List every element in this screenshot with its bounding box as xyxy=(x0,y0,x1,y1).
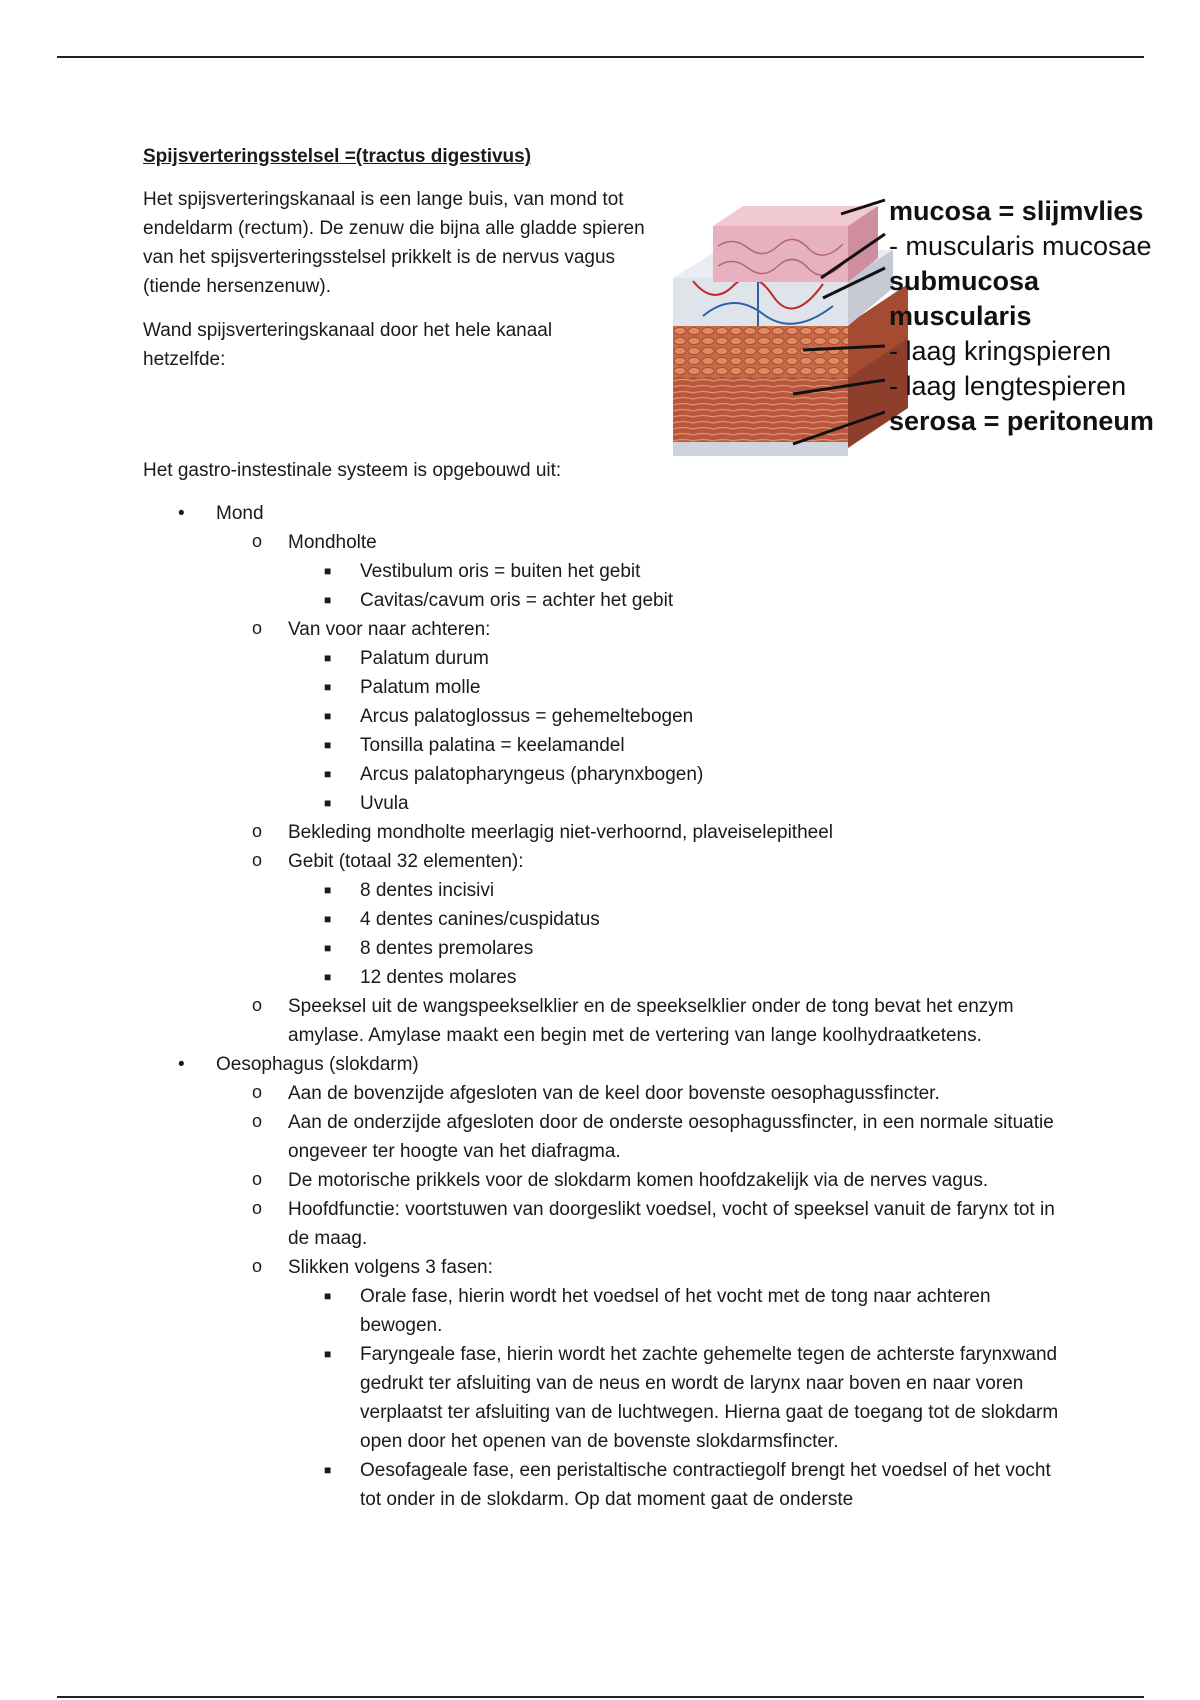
circle-bullet-icon: o xyxy=(252,995,263,1015)
circle-bullet-icon: o xyxy=(252,618,263,638)
circle-bullet-icon: o xyxy=(252,1082,263,1102)
header-rule xyxy=(57,56,1144,58)
list-item: ■ Cavitas/cavum oris = achter het gebit xyxy=(288,586,1083,615)
list-item: ■ 8 dentes incisivi xyxy=(288,876,1083,905)
bullet-icon: • xyxy=(178,503,185,524)
label-muscularis: muscularis xyxy=(889,301,1032,331)
label-mucosa: mucosa = slijmvlies xyxy=(889,196,1144,226)
system-paragraph: Het gastro-instestinale systeem is opgebouwd uit: xyxy=(143,460,562,481)
list-item: o De motorische prikkels voor de slokdarm komen hoofdzakelijk via de nerves vagus. xyxy=(216,1166,1083,1195)
circle-bullet-icon: o xyxy=(252,531,263,551)
square-bullet-icon: ■ xyxy=(324,1347,332,1361)
square-bullet-icon: ■ xyxy=(324,593,332,607)
square-bullet-icon: ■ xyxy=(324,796,332,810)
label-serosa: serosa = peritoneum xyxy=(889,406,1154,436)
square-bullet-icon: ■ xyxy=(324,651,332,665)
list-item: ■ Palatum molle xyxy=(288,673,1083,702)
outline-list xyxy=(143,499,1083,1514)
list-item-oesophagus: • Oesophagus (slokdarm) o Aan de bovenzijde afgesloten van de keel door bovenste oesophagussfincter. o Aan de onderzijde afgesloten door de onderste oesophagussfincter, in een normale situatie ongeveer ter hoogte van het diafragma. o De motorische prikkels voor de slokdarm komen hoofdzakelijk via de nerves vagus. o Hoofdfunctie: voortstuwen van doorgeslikt voedsel, vocht of speeksel vanuit de farynx tot in de maag. o Slikken volgens 3 fasen: ■ Orale fase, hierin wordt het voedsel of het vocht met de tong naar achteren bewogen. ■ Faryngeale fase, hierin wordt het zachte gehemelte tegen de achterste farynxwand gedrukt ter afsluiting van de neus en wordt de larynx naar boven en naar voren verplaatst ter afsluiting van de luchtwegen. Hierna gaat de toegang tot de slokdarm open door het openen van de bovenste slokdarmsfincter. ■ Oesofageale fase, een peristaltische contractiegolf brengt het voedsel of het vocht tot onder in de slokdarm. Op dat moment gaat de onderste xyxy=(143,1050,1083,1514)
intro-paragraph: Het spijsverteringskanaal is een lange buis, van mond tot endeldarm (rectum). De zenuw die bijna alle gladde spieren van het spijsverteringsstelsel prikkelt is de nervus vagus (tiende hersenzenuw). xyxy=(143,189,645,297)
list-item: ■ Faryngeale fase, hierin wordt het zachte gehemelte tegen de achterste farynxwand gedrukt ter afsluiting van de neus en wordt de larynx naar boven en naar voren verplaatst ter afsluiting van de luchtwegen. Hierna gaat de toegang tot de slokdarm open door het openen van de bovenste slokdarmsfincter. xyxy=(288,1340,1083,1456)
bullet-icon: • xyxy=(178,1054,185,1075)
page-title: Spijsverteringsstelsel =(tractus digestivus) xyxy=(143,146,532,167)
square-bullet-icon: ■ xyxy=(324,738,332,752)
square-bullet-icon: ■ xyxy=(324,680,332,694)
list-item: o Hoofdfunctie: voortstuwen van doorgeslikt voedsel, vocht of speeksel vanuit de farynx tot in de maag. xyxy=(216,1195,1083,1253)
list-item: ■ Vestibulum oris = buiten het gebit xyxy=(288,557,1083,586)
document-body xyxy=(143,142,1083,1514)
list-item: o Bekleding mondholte meerlagig niet-verhoornd, plaveiselepitheel xyxy=(216,818,1083,847)
list-item: ■ 12 dentes molares xyxy=(288,963,1083,992)
list-item: o Gebit (totaal 32 elementen): ■ 8 dentes incisivi ■ 4 dentes canines/cuspidatus ■ 8 dentes premolares ■ 12 dentes molares xyxy=(216,847,1083,992)
square-bullet-icon: ■ xyxy=(324,970,332,984)
list-item: ■ Arcus palatoglossus = gehemeltebogen xyxy=(288,702,1083,731)
list-item: o Mondholte ■ Vestibulum oris = buiten het gebit ■ Cavitas/cavum oris = achter het gebit xyxy=(216,528,1083,615)
list-item: ■ Uvula xyxy=(288,789,1083,818)
square-bullet-icon: ■ xyxy=(324,883,332,897)
list-item: ■ Oesofageale fase, een peristaltische contractiegolf brengt het voedsel of het vocht tot onder in de slokdarm. Op dat moment gaat de onderste xyxy=(288,1456,1083,1514)
square-bullet-icon: ■ xyxy=(324,912,332,926)
list-item: ■ 8 dentes premolares xyxy=(288,934,1083,963)
square-bullet-icon: ■ xyxy=(324,564,332,578)
list-item: ■ 4 dentes canines/cuspidatus xyxy=(288,905,1083,934)
circle-bullet-icon: o xyxy=(252,1111,263,1131)
list-item: ■ Arcus palatopharyngeus (pharynxbogen) xyxy=(288,760,1083,789)
list-item: o Speeksel uit de wangspeekselklier en de speekselklier onder de tong bevat het enzym amylase. Amylase maakt een begin met de vertering van lange koolhydraatketens. xyxy=(216,992,1083,1050)
circle-bullet-icon: o xyxy=(252,1198,263,1218)
circle-bullet-icon: o xyxy=(252,1256,263,1276)
square-bullet-icon: ■ xyxy=(324,1463,332,1477)
circle-bullet-icon: o xyxy=(252,850,263,870)
square-bullet-icon: ■ xyxy=(324,1289,332,1303)
list-item-mond: • Mond o Mondholte ■ Vestibulum oris = buiten het gebit ■ Cavitas/cavum oris = achter het gebit o Van voor naar achteren: ■ Palatum durum ■ Palatum molle ■ Arcus palatoglossus = gehemeltebogen ■ Tonsilla palatina = keelamandel ■ Arcus palatopharyngeus (pharynxbogen) ■ Uvula o Bekleding mondholte meerlagig niet-verhoornd, plaveiselepitheel o Gebit (totaal 32 elementen): ■ 8 dentes incisivi ■ 4 dentes canines/cuspidatus ■ 8 dentes premolares ■ 12 dentes molares o Speeksel uit de wangspeekselklier en de speekselklier onder de tong bevat het enzym amylase. Amylase maakt een begin met de vertering van lange koolhydraatketens. xyxy=(143,499,1083,1050)
label-muscularis-mucosae: - muscularis mucosae xyxy=(889,231,1152,261)
label-kringspieren: - laag kringspieren xyxy=(889,336,1112,366)
list-item: ■ Orale fase, hierin wordt het voedsel of het vocht met de tong naar achteren bewogen. xyxy=(288,1282,1083,1340)
circle-bullet-icon: o xyxy=(252,1169,263,1189)
list-item: ■ Tonsilla palatina = keelamandel xyxy=(288,731,1083,760)
square-bullet-icon: ■ xyxy=(324,941,332,955)
wall-paragraph: Wand spijsverteringskanaal door het hele kanaal hetzelfde: xyxy=(143,320,553,370)
label-submucosa: submucosa xyxy=(889,266,1040,296)
circle-bullet-icon: o xyxy=(252,821,263,841)
label-lengtespieren: - laag lengtespieren xyxy=(889,371,1127,401)
list-item: ■ Palatum durum xyxy=(288,644,1083,673)
list-item: o Slikken volgens 3 fasen: ■ Orale fase, hierin wordt het voedsel of het vocht met de tong naar achteren bewogen. ■ Faryngeale fase, hierin wordt het zachte gehemelte tegen de achterste farynxwand gedrukt ter afsluiting van de neus en wordt de larynx naar boven en naar voren verplaatst ter afsluiting van de luchtwegen. Hierna gaat de toegang tot de slokdarm open door het openen van de bovenste slokdarmsfincter. ■ Oesofageale fase, een peristaltische contractiegolf brengt het voedsel of het vocht tot onder in de slokdarm. Op dat moment gaat de onderste xyxy=(216,1253,1083,1514)
list-item: o Aan de onderzijde afgesloten door de onderste oesophagussfincter, in een normale situatie ongeveer ter hoogte van het diafragma. xyxy=(216,1108,1083,1166)
list-item: o Van voor naar achteren: ■ Palatum durum ■ Palatum molle ■ Arcus palatoglossus = gehemeltebogen ■ Tonsilla palatina = keelamandel ■ Arcus palatopharyngeus (pharynxbogen) ■ Uvula xyxy=(216,615,1083,818)
list-item: o Aan de bovenzijde afgesloten van de keel door bovenste oesophagussfincter. xyxy=(216,1079,1083,1108)
square-bullet-icon: ■ xyxy=(324,767,332,781)
square-bullet-icon: ■ xyxy=(324,709,332,723)
footer-rule xyxy=(57,1696,1144,1698)
